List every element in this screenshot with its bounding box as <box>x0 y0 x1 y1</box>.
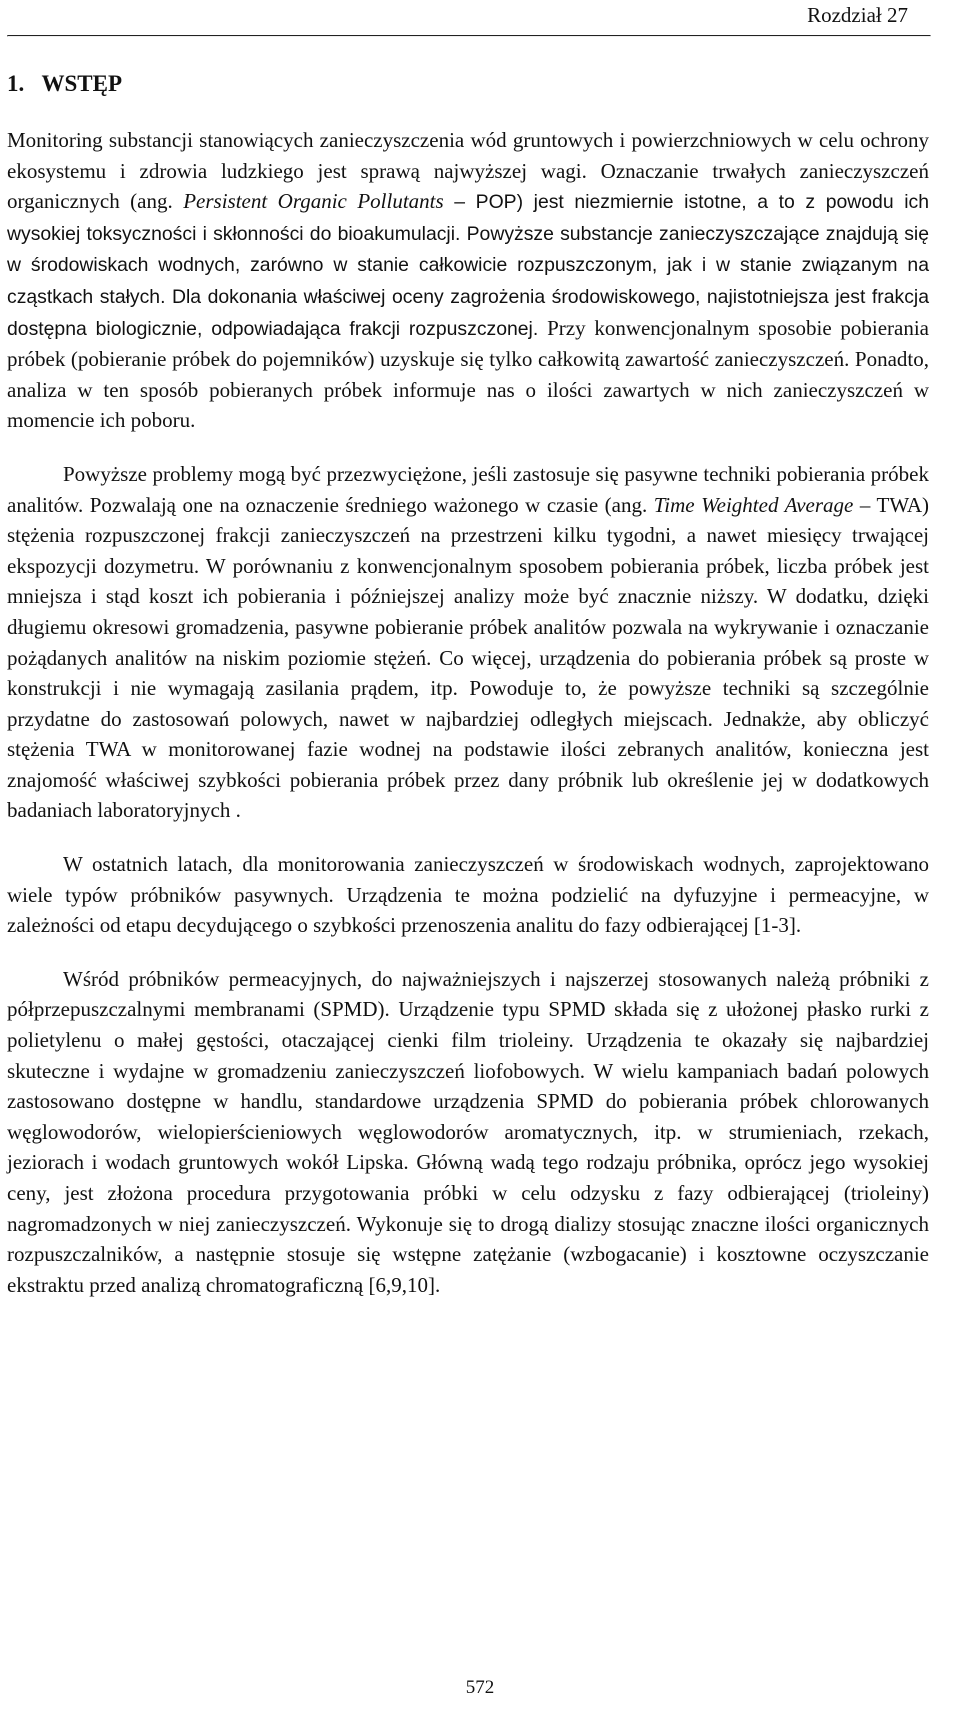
body-text <box>7 125 929 1300</box>
page-number: 572 <box>465 1677 495 1698</box>
section-number: 1. <box>7 71 25 96</box>
paragraph-3: W ostatnich latach, dla monitorowania zanieczyszczeń w środowiskach wodnych, zaprojektowano wiele typów próbników pasywnych. Urządzenia te można podzielić na dyfuzyjne i permeacyjne, w zależności od etapu decydującego o szybkości przenoszenia analitu do fazy odbierającej [1-3]. <box>7 852 929 938</box>
paragraph-1-term: Persistent Organic Pollutants <box>183 189 444 214</box>
paragraph-2 <box>7 459 929 826</box>
paragraph-2-part-a: Powyższe problemy mogą być przezwyciężone, jeśli zastosuje się pasywne techniki pobierania próbek analitów. Pozwalają one na oznaczenie średniego ważonego w czasie (ang. <box>7 461 929 517</box>
paragraph-1-part-b: – POP) jest niezmiernie istotne, a to z powodu ich wysokiej toksyczności i skłonności do bioakumulacji. Powyższe substancje zanieczyszczające znajdują się w środowiskach wodnych, zarówno w stanie całkowicie rozpuszczonym, jak i w stanie związanym na cząstkach stałych. Dla dokonania właściwej oceny zagrożenia środowiskowego, najistotniejsza jest frakcja dostępna biologicznie, odpowiadająca frakcji rozpuszczonej. <box>7 191 929 340</box>
paragraph-4: Wśród próbników permeacyjnych, do najważniejszych i najszerzej stosowanych należą próbniki z półprzepuszczalnymi membranami (SPMD). Urządzenie typu SPMD składa się z ułożonej płasko rurki z polietylenu o małej gęstości, otaczającej cienki film trioleiny. Urządzenia te okazały się najbardziej skuteczne i wydajne w gromadzeniu zanieczyszczeń liofobowych. W wielu kampaniach badań polowych zastosowano dostępne w handlu, standardowe urządzenia SPMD do pobierania próbek chlorowanych węglowodorów, wielopierścieniowych węglowodorów aromatycznych, itp. w strumieniach, rzekach, jeziorach i wodach gruntowych wokół Lipska. Główną wadą tego rodzaju próbnika, oprócz jego wysokiej ceny, jest złożona procedura przygotowania próbki w celu odzysku z fazy odbierającej (trioleiny) nagromadzonych w niej zanieczyszczeń. Wykonuje się to drogą dializy stosując znaczne ilości organicznych rozpuszczalników, a następnie stosuje się wstępne zatężanie (wzbogacanie) i kosztowne oczyszczanie ekstraktu przed analizą chromatograficzną [6,9,10]. <box>7 966 929 1297</box>
section-heading <box>7 70 122 98</box>
running-head-chapter: Rozdział 27 <box>807 3 908 27</box>
paragraph-1-part-a: Monitoring substancji stanowiących zanieczyszczenia wód gruntowych i powierzchniowych w celu ochrony ekosystemu i zdrowia ludzkiego jest sprawą najwyższej wagi. Oznaczanie trwałych zanieczyszczeń organicznych (ang. <box>7 128 929 214</box>
section-title: WSTĘP <box>41 71 123 96</box>
paragraph-1 <box>7 125 929 436</box>
paragraph-1-part-c: Przy konwencjonalnym sposobie pobierania próbek (pobieranie próbek do pojemników) uzyskuje się tylko całkowitą zawartość zanieczyszczeń. Ponadto, analiza w ten sposób pobieranych próbek informuje nas o ilości zawartych w nich zanieczyszczeń w momencie ich poboru. <box>7 315 930 433</box>
paragraph-2-part-b: – TWA) stężenia rozpuszczonej frakcji zanieczyszczeń na przestrzeni kilku tygodni, a nawet miesięcy trwającej ekspozycji dozymetru. W porównaniu z konwencjonalnym sposobem pobierania próbek, liczba próbek jest mniejsza i stąd koszt ich pobierania i późniejszej analizy może być znacznie niższy. W dodatku, dzięki długiemu okresowi gromadzenia, pasywne pobieranie próbek analitów pozwala na wykrywanie i oznaczanie pożądanych analitów na niskim poziomie stężeń. Co więcej, urządzenia do pobierania próbek są proste w konstrukcji i nie wymagają zasilania prądem, itp. Powoduje to, że powyższe techniki są szczególnie przydatne do zastosowań polowych, nawet w najbardziej odległych miejscach. Jednakże, aby obliczyć stężenia TWA w monitorowanej fazie wodnej na podstawie ilości zebranych analitów, konieczna jest znajomość właściwej szybkości pobierania próbek przez dany próbnik lub określenie jej w dodatkowych badaniach laboratoryjnych . <box>7 492 929 823</box>
paragraph-2-term: Time Weighted Average <box>653 492 854 517</box>
header-rule <box>7 35 931 37</box>
